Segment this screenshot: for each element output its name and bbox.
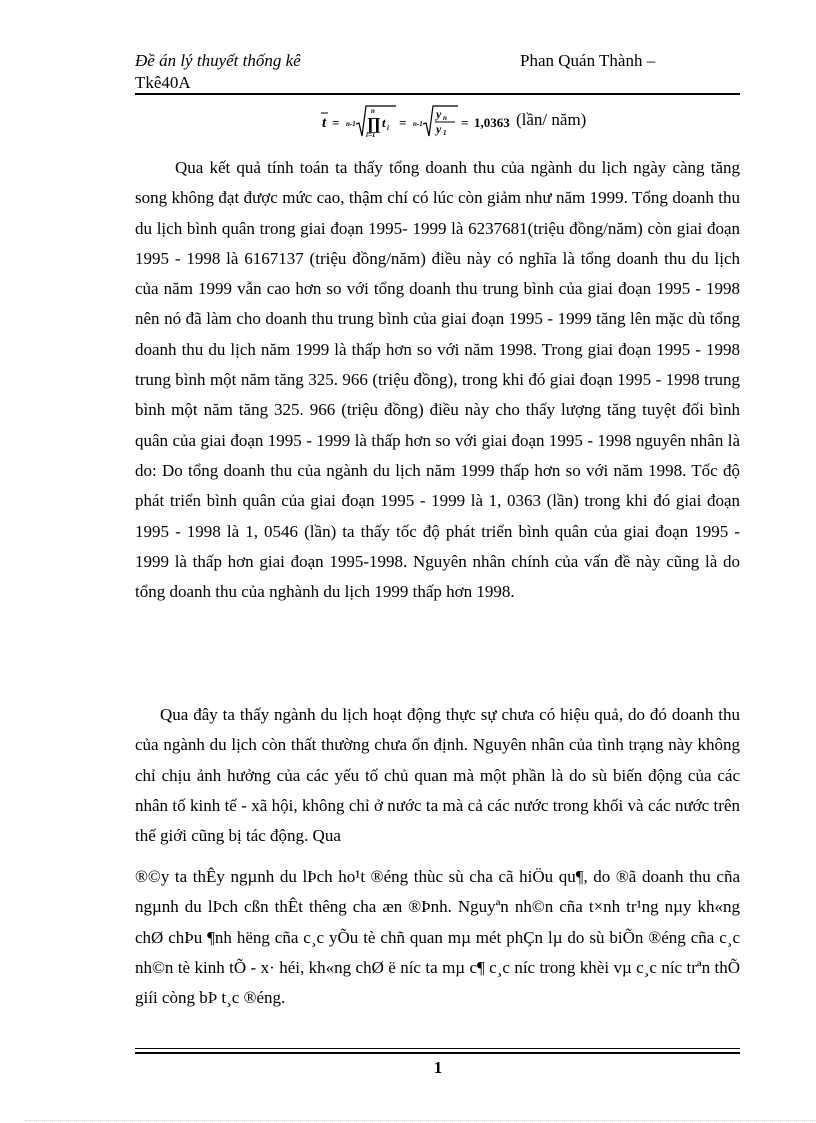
svg-text:t: t xyxy=(382,115,386,130)
svg-text:∏: ∏ xyxy=(367,114,381,133)
svg-text:n: n xyxy=(371,107,375,115)
formula-value: 1,0363 xyxy=(474,115,510,130)
svg-text:i=1: i=1 xyxy=(366,131,376,139)
svg-text:i: i xyxy=(387,124,389,132)
page-number: 1 xyxy=(433,1058,443,1077)
header-left xyxy=(135,50,301,94)
svg-text:n-1: n-1 xyxy=(346,120,356,128)
paragraph-garbled: ®©y ta thÊy ngµnh du lÞch ho¹t ®éng thùc sù cha cã hiÖu qu¶, do ®ã doanh thu cña ngµnh du lÞch cßn thÊt thêng cha æn ®Þnh. Nguyªn nh©n cña t×nh tr¹ng nµy kh«ng chØ chÞu ¶nh hëng cña c¸c yÕu tè chñ quan mµ mét phÇn lµ do sù biÕn ®éng cña c¸c nh©n tè kinh tÕ - x· héi, kh«ng chØ ë níc ta mµ c¶ c¸c níc trong khèi vµ c¸c níc trªn thÕ giíi còng bÞ t¸c ®éng. xyxy=(135,867,740,1008)
formula-unit: (lần/ năm) xyxy=(516,110,587,129)
page-edge xyxy=(25,1120,815,1121)
footer-rule-thin xyxy=(135,1048,740,1049)
header-rule xyxy=(135,93,740,95)
class-code: Tkê40A xyxy=(135,73,191,92)
paragraph-2: Qua đây ta thấy ngành du lịch hoạt động thực sự chưa có hiệu quả, do đó doanh thu của ngành du lịch còn thất thường chưa ổn định. Nguyên nhân của tình trạng này không chỉ chịu ảnh hưởng của các yếu tố chủ quan mà một phần là do sù biến động của các nhân tố kinh tế - xã hội, không chỉ ở nước ta mà cả các nước trong khối và các nước trên thế giới cũng bị tác động. Qua xyxy=(135,705,740,846)
svg-text:=: = xyxy=(461,115,469,130)
svg-text:y: y xyxy=(436,107,442,121)
document-title: Đề án lý thuyết thống kê xyxy=(135,51,301,70)
svg-text:=: = xyxy=(399,115,407,130)
svg-text:1: 1 xyxy=(443,129,447,137)
svg-text:n-1: n-1 xyxy=(413,120,423,128)
svg-text:y: y xyxy=(436,122,442,136)
svg-text:n: n xyxy=(443,114,447,122)
author-name: Phan Quán Thành – xyxy=(520,51,656,70)
svg-text:=: = xyxy=(332,115,340,130)
paragraph-1: Qua kết quả tính toán ta thấy tổng doanh thu của ngành du lịch ngày càng tăng song không đạt được mức cao, thậm chí có lúc còn giảm như năm 1999. Tổng doanh thu du lịch bình quân trong giai đoạn 1995- 1999 là 6237681(triệu đồng/năm) còn giai đoạn 1995 - 1998 là 6167137 (triệu đồng/năm) điều này có nghĩa là tổng doanh thu du lịch của năm 1999 vẫn cao hơn so với tổng doanh thu trung bình của giai đoạn 1995 - 1998 nên nó đã làm cho doanh thu trung bình của giai đoạn 1995 - 1999 tăng lên mặc dù tổng doanh thu du lịch năm 1999 là thấp hơn so với năm 1998. Trong giai đoạn 1995 - 1998 trung bình một năm tăng 325. 966 (triệu đồng), trong khi đó giai đoạn 1995 - 1998 trung bình một năm tăng 325. 966 (triệu đồng) điều này cho thấy lượng tăng tuyệt đối bình quân của giai đoạn 1995 - 1999 là thấp hơn so với giai đoạn 1995 - 1998 nguyên nhân là do: Do tổng doanh thu của ngành du lịch năm 1999 thấp hơn so với năm 1998. Tốc độ phát triển bình quân của giai đoạn 1995 - 1999 là 1, 0363 (lần) trong khi đó giai đoạn 1995 - 1998 là 1, 0546 (lần) ta thấy tốc độ phát triển bình quân của giai đoạn 1995 - 1999 là thấp hơn giai đoạn 1995-1998. Nguyên nhân chính của vấn đề này cũng là do tổng doanh thu của nghành du lịch 1999 thấp hơn 1998. xyxy=(135,158,740,602)
formula-graphic xyxy=(320,102,516,140)
footer-rule-thick xyxy=(135,1052,740,1054)
formula xyxy=(320,102,620,140)
svg-text:t: t xyxy=(322,115,327,131)
